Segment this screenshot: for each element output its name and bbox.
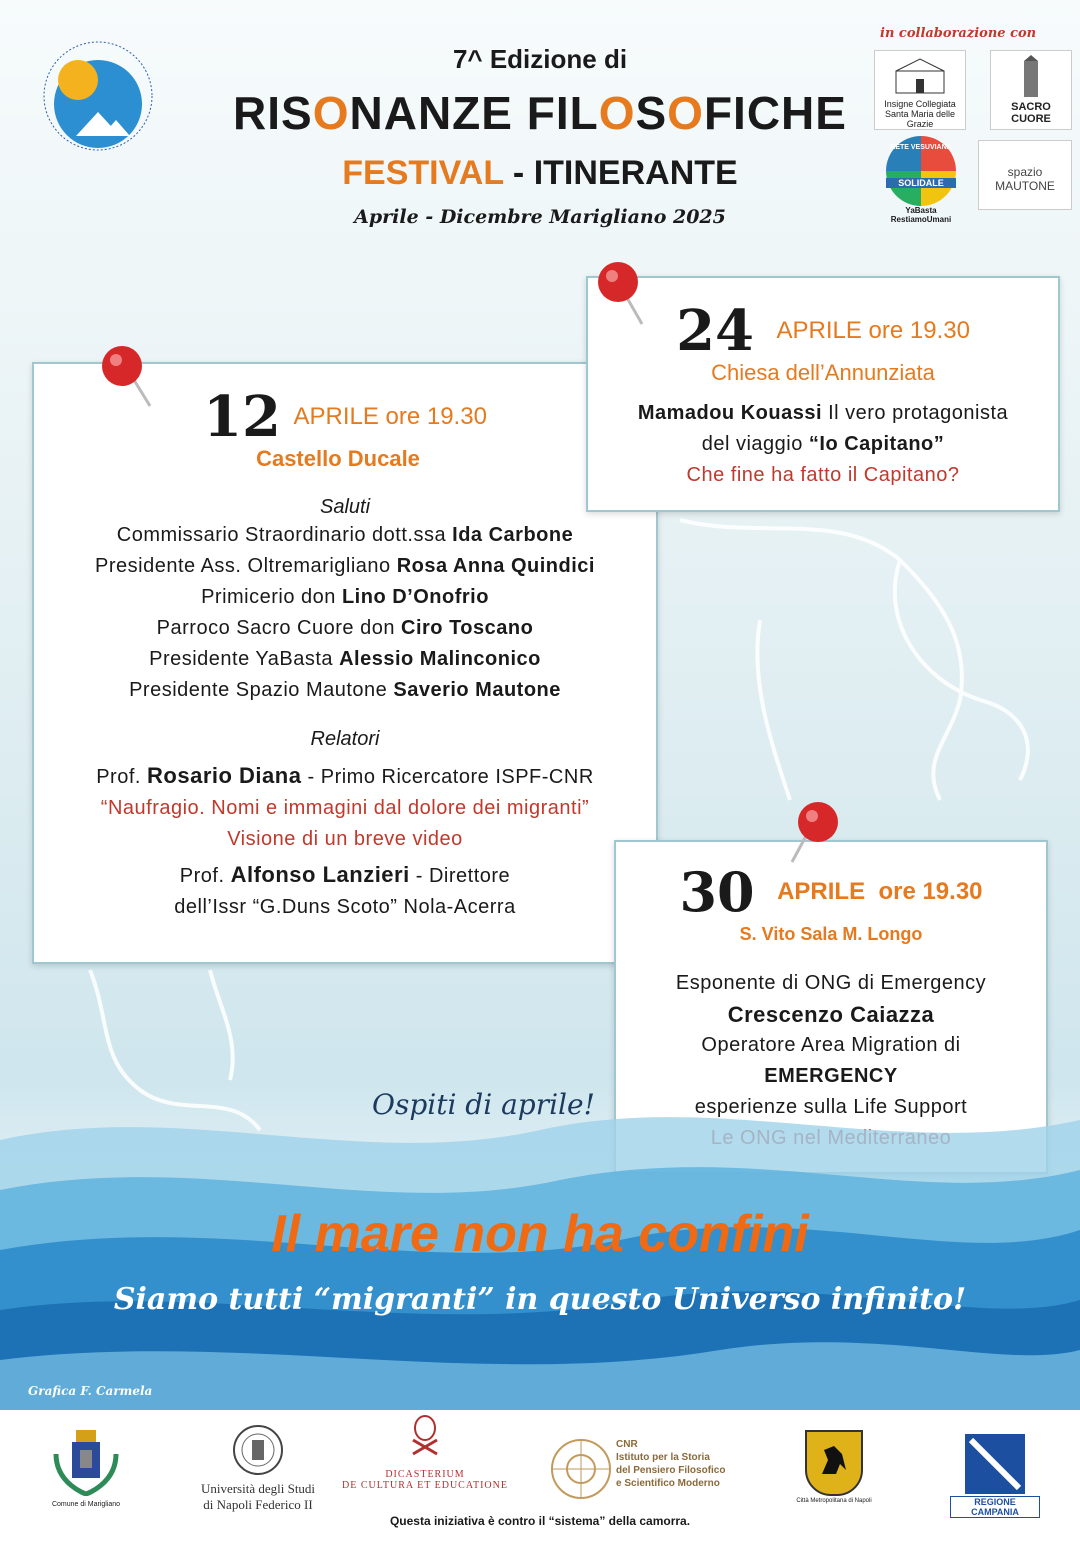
- relatori-label: Relatori: [310, 728, 380, 750]
- guest-org: EMERGENCY: [764, 1065, 898, 1087]
- saluti-row: Commissario Straordinario dott.ssa Ida Carbone: [116, 524, 574, 546]
- event-venue: Castello Ducale: [256, 446, 420, 471]
- guest-line: esperienze sulla Life Support: [694, 1096, 968, 1118]
- relatore-row: Prof. Rosario Diana - Primo Ricercatore ISPF-CNR: [96, 763, 594, 788]
- motto-subheadline: Siamo tutti “migranti” in questo Universo infinito!: [113, 1282, 967, 1317]
- talk-title: “Naufragio. Nomi e immagini dal dolore dei migranti”: [100, 797, 590, 819]
- event-card-24-april: [586, 276, 1060, 512]
- logo-regione-campania: REGIONE CAMPANIA: [950, 1434, 1040, 1518]
- festival-title: RISONANZE FILOSOFICHE: [233, 87, 847, 139]
- guest-line: del viaggio “Io Capitano”: [701, 433, 945, 455]
- event-day-number: 24: [676, 298, 755, 364]
- motto-headline: Il mare non ha confini: [271, 1205, 809, 1263]
- event-venue: S. Vito Sala M. Longo: [739, 924, 923, 944]
- graphic-credit: Grafica F. Carmela: [28, 1384, 153, 1398]
- event-day-number: 30: [679, 860, 755, 924]
- guest-line: Operatore Area Migration di: [701, 1034, 961, 1056]
- guest-line: Esponente di ONG di Emergency: [675, 972, 987, 994]
- festival-dates: Aprile - Dicembre Marigliano 2025: [354, 206, 726, 228]
- hands-outline-decoration: [640, 500, 1060, 860]
- logo-comune-marigliano: Comune di Marigliano: [40, 1424, 132, 1508]
- guests-label: Ospiti di aprile!: [372, 1088, 595, 1121]
- event-time: APRILE ore 19.30: [293, 403, 487, 430]
- saluti-row: Presidente YaBasta Alessio Malinconico: [149, 648, 541, 670]
- saluti-row: Presidente Spazio Mautone Saverio Mautone: [129, 679, 561, 701]
- pushpin-icon: [94, 340, 138, 384]
- pushpin-icon: [590, 256, 634, 300]
- edition-label: 7^ Edizione di: [452, 44, 628, 74]
- partner-logo-rete-vesuviana: SOLIDALE RETE VESUVIANA YaBasta RestiamoUmani: [878, 136, 964, 218]
- event-venue: Chiesa dell’Annunziata: [711, 360, 935, 385]
- logo-cnr-ispf: CNR Istituto per la Storia del Pensiero Filosofico e Scientifico Moderno: [550, 1438, 750, 1500]
- video-note: Visione di un breve video: [227, 828, 463, 850]
- event-time: APRILE ore 19.30: [776, 317, 970, 344]
- saluti-row: Presidente Ass. Oltremarigliano Rosa Anna Quindici: [95, 555, 595, 577]
- relatore-affiliation: dell’Issr “G.Duns Scoto” Nola-Acerra: [174, 896, 516, 918]
- event-day-number: 12: [203, 384, 282, 450]
- partner-logo-spazio-mautone: spazio MAUTONE: [978, 140, 1072, 210]
- saluti-row: Primicerio don Lino D’Onofrio: [201, 586, 489, 608]
- relatore-row: Prof. Alfonso Lanzieri - Direttore: [179, 862, 511, 887]
- guest-name: Crescenzo Caiazza: [727, 1002, 935, 1027]
- talk-title: Che fine ha fatto il Capitano?: [686, 464, 960, 486]
- pushpin-icon: [784, 796, 828, 840]
- festival-subtitle: FESTIVAL - ITINERANTE: [342, 154, 738, 192]
- saluti-label: Saluti: [319, 496, 371, 518]
- saluti-row: Parroco Sacro Cuore don Ciro Toscano: [156, 617, 534, 639]
- event-time: APRILE ore 19.30: [777, 878, 983, 905]
- partner-logo-collegiata: Insigne Collegiata Santa Maria delle Grazie: [874, 50, 966, 130]
- partner-logo-sacro-cuore: SACRO CUORE: [990, 50, 1072, 130]
- collab-label: in collaborazione con: [880, 26, 1037, 41]
- guest-line: Mamadou Kouassi Il vero protagonista: [637, 402, 1009, 424]
- logo-citta-metropolitana: Città Metropolitana di Napoli: [790, 1430, 878, 1504]
- logo-dicasterium: DICASTERIUM DE CULTURA ET EDUCATIONE: [340, 1414, 510, 1491]
- event-card-12-april: [32, 362, 658, 964]
- logo-unina: Università degli Studi di Napoli Federico II: [196, 1424, 320, 1513]
- footer-note: Questa iniziativa è contro il “sistema” della camorra.: [389, 1514, 691, 1528]
